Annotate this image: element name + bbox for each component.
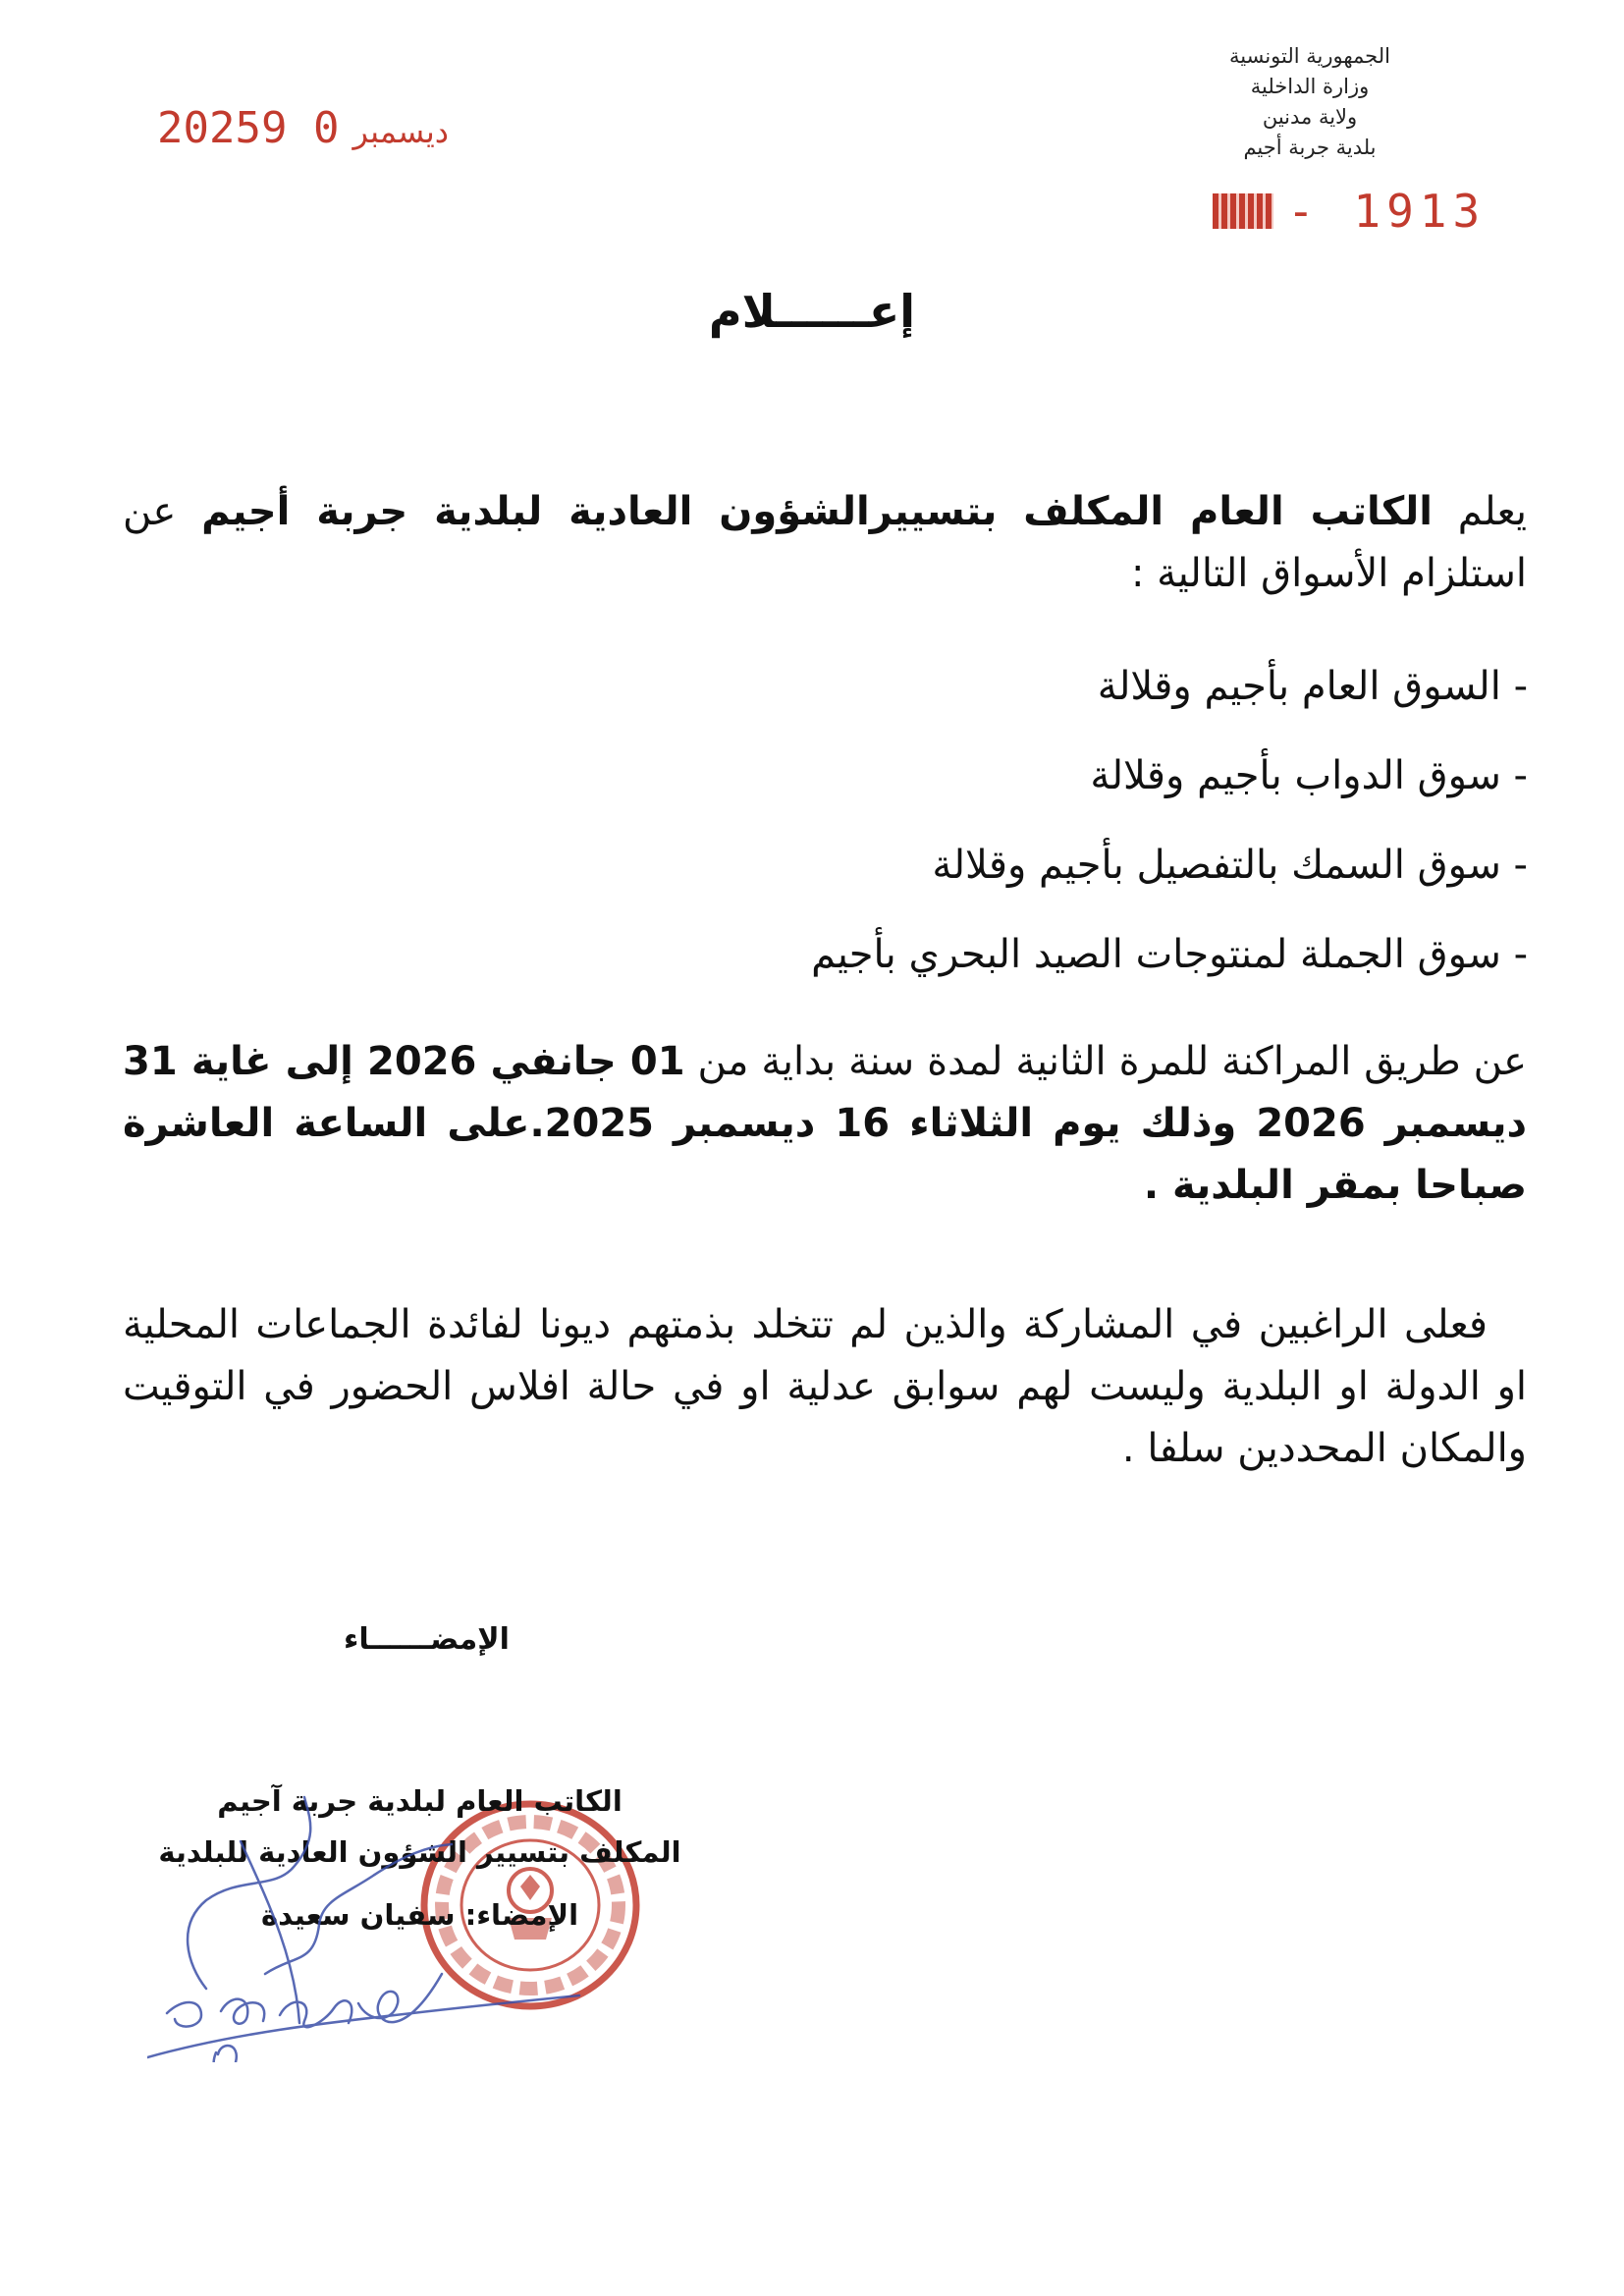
intro-text-start: يعلم <box>1432 489 1528 534</box>
header-line-ministry: وزارة الداخلية <box>1250 75 1370 98</box>
issuing-authority-header <box>1113 41 1506 163</box>
list-item: - سوق الجملة لمنتوجات الصيد البحري بأجيم <box>811 932 1528 977</box>
auction-details-paragraph <box>123 1031 1527 1217</box>
signatory-title: الكاتب العام لبلدية جربة آجيم <box>217 1784 623 1818</box>
list-item: - سوق الدواب بأجيم وقلالة <box>1090 753 1528 798</box>
reference-number-stamp <box>1213 185 1486 238</box>
date-stamp-day: 0 9 <box>260 103 340 153</box>
header-line-republic: الجمهورية التونسية <box>1229 44 1390 68</box>
header-line-municipality: بلدية جربة أجيم <box>1243 136 1377 159</box>
date-stamp-year: 2025 <box>157 103 261 153</box>
intro-authority: الكاتب العام المكلف بتسييرالشؤون العادية لبلدية جربة أجيم <box>201 489 1433 534</box>
date-stamp <box>157 103 462 153</box>
date-stamp-month: ديسمبر <box>352 113 449 150</box>
list-item: - السوق العام بأجيم وقلالة <box>1097 664 1528 709</box>
header-line-governorate: ولاية مدنين <box>1262 105 1358 129</box>
participation-paragraph <box>123 1294 1527 1480</box>
handwritten-signature <box>147 1728 658 2062</box>
signatory-name: الإمضاء: سفيان سعيدة <box>260 1898 579 1932</box>
signatory-role: المكلف بتسيير الشؤون العادية للبلدية <box>158 1835 681 1869</box>
stamp-block-mark <box>1213 193 1273 229</box>
auction-dates: 01 جانفي 2026 إلى غاية 31 ديسمبر 2026 وذلك يوم الثلاثاء 16 ديسمبر 2025.على الساعة العاشرة صباحا بمقر البلدية . <box>123 1039 1527 1208</box>
signature-label: الإمضــــــاء <box>344 1622 510 1657</box>
participation-text: فعلى الراغبين في المشاركة والذين لم تتخلد بذمتهم ديونا لفائدة الجماعات المحلية او الدولة او البلدية وليست لهم سوابق عدلية او في حالة افلاس الحضور في التوقيت والمكان المحددين سلفا . <box>123 1302 1527 1471</box>
markets-list <box>811 656 1528 1013</box>
notice-title: إعــــــلام <box>708 285 916 338</box>
list-item: - سوق السمك بالتفصيل بأجيم وقلالة <box>932 843 1528 888</box>
reference-number: - 1913 <box>1287 185 1487 238</box>
auction-text-start: عن طريق المراكنة للمرة الثانية لمدة سنة بداية من <box>684 1039 1527 1084</box>
intro-text-end: عن استلزام الأسواق التالية : <box>123 489 1527 596</box>
intro-paragraph <box>123 481 1527 605</box>
